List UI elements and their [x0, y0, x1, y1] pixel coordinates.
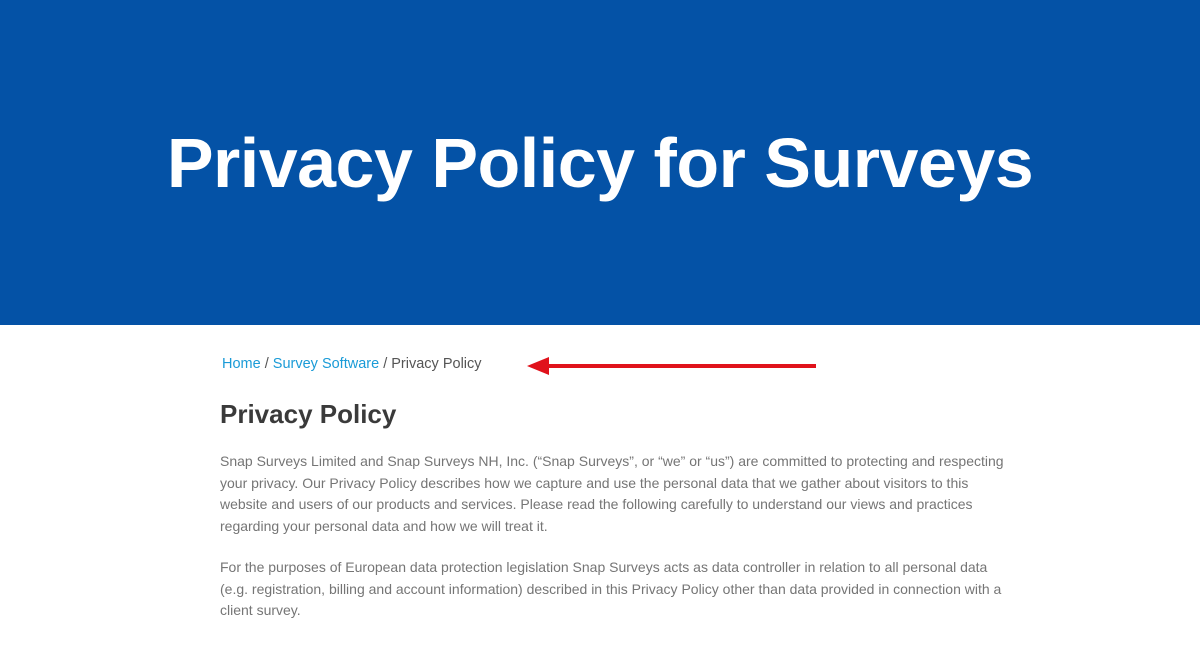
hero-title: Privacy Policy for Surveys: [166, 124, 1034, 202]
left-arrow-icon: [525, 354, 820, 378]
main-content: [220, 352, 1010, 622]
page-heading: Privacy Policy: [220, 399, 397, 429]
intro-paragraph: Snap Surveys Limited and Snap Surveys NH, Inc. (“Snap Surveys”, or “we” or “us”) are committed to protecting and respecting your privacy. Our Privacy Policy describes how we capture and use the personal data that we gather about visitors to this website and users of our products and services. Please read the following carefully to understand our views and practices regarding your personal data and how we will treat it.: [220, 453, 1004, 534]
breadcrumb-survey-software-link[interactable]: Survey Software: [272, 356, 380, 372]
breadcrumb-home-link[interactable]: Home: [222, 356, 261, 372]
data-controller-paragraph: For the purposes of European data protection legislation Snap Surveys acts as data controller in relation to all personal data (e.g. registration, billing and account information) described in this Privacy Policy other than data provided in connection with a client survey.: [220, 559, 1002, 618]
breadcrumb-separator: /: [383, 356, 392, 372]
breadcrumb-current: Privacy Policy: [391, 356, 482, 372]
breadcrumb-separator: /: [264, 356, 273, 372]
